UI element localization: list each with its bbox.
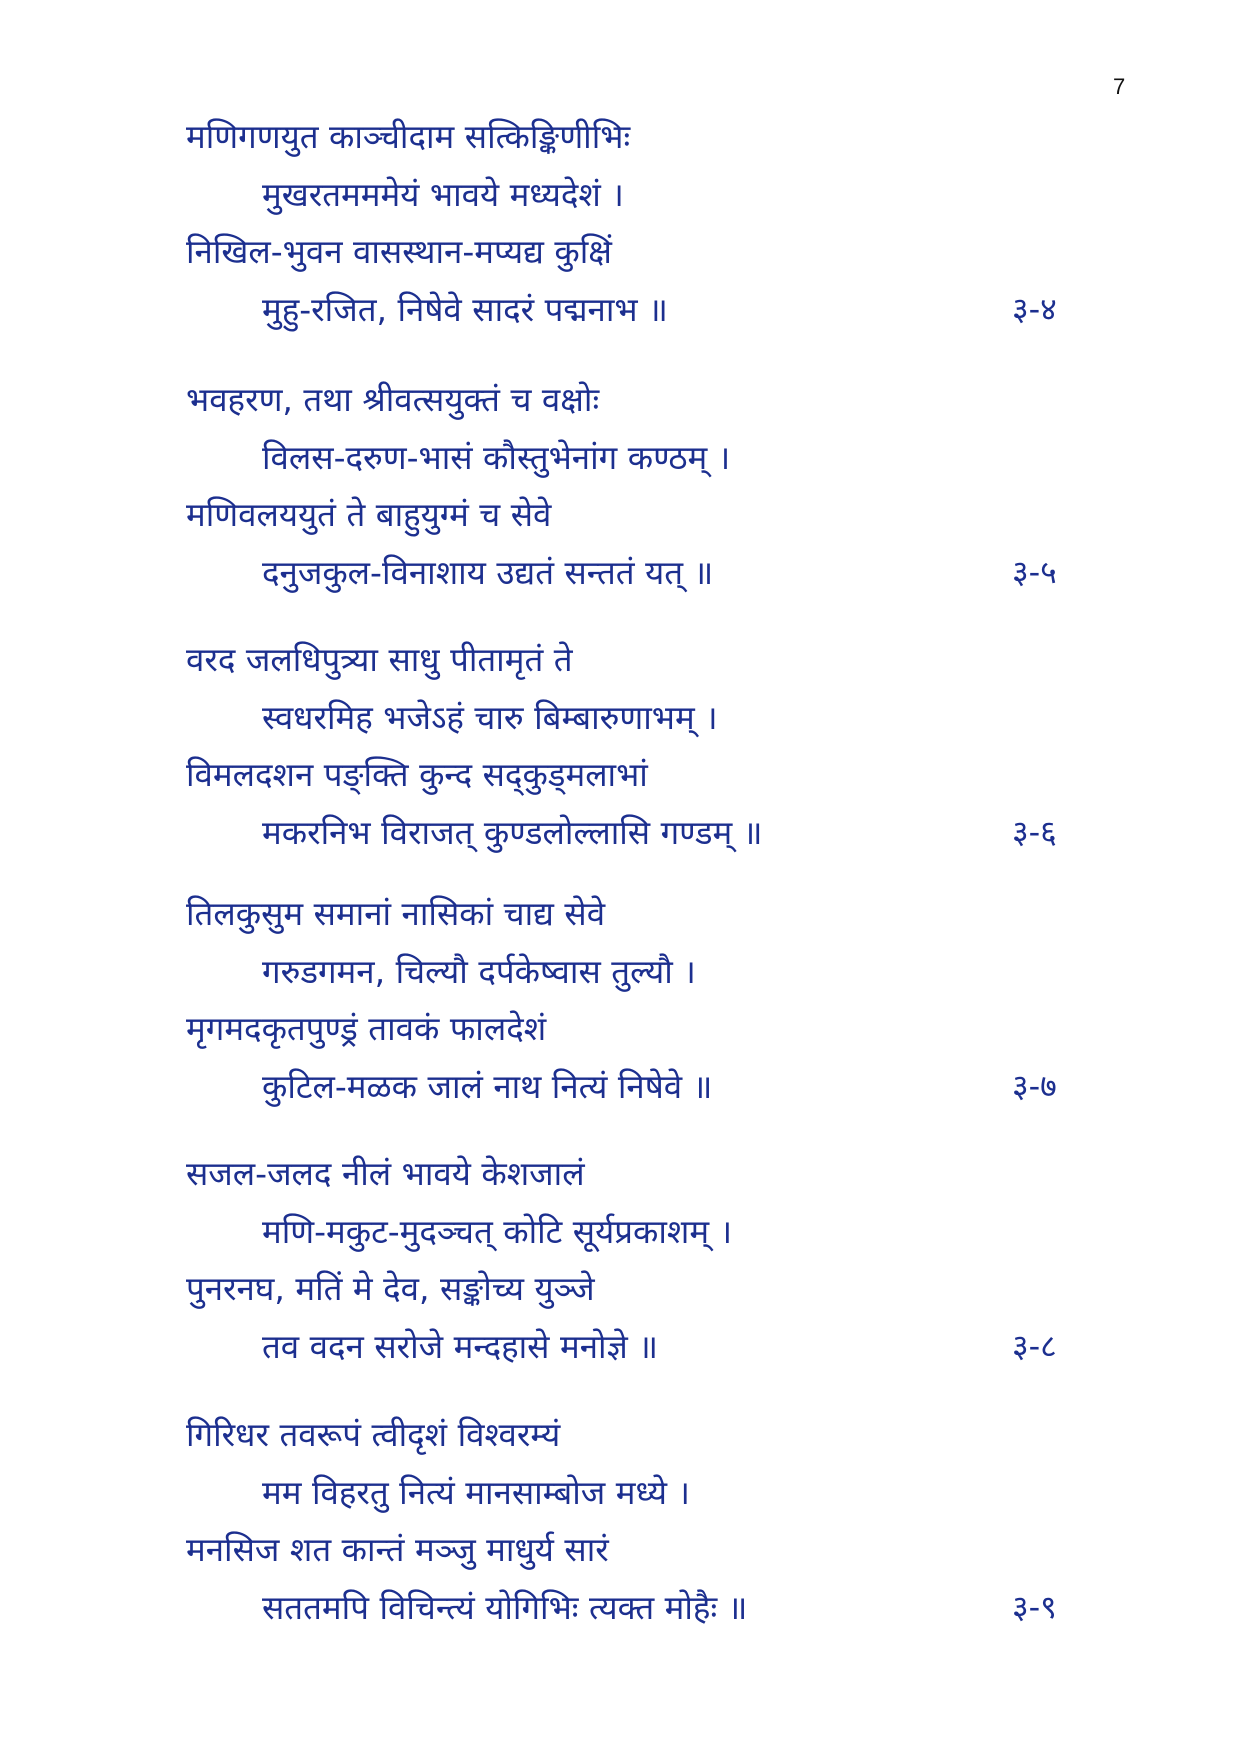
verse-line bbox=[186, 1058, 1086, 1116]
verse-line: मुखरतमममेयं भावये मध्यदेशं । bbox=[262, 174, 624, 214]
verse-number: ३-७ bbox=[1012, 1066, 1057, 1105]
verse-line: पुनरनघ, मतिं मे देव, सङ्कोच्य युञ्जे bbox=[186, 1269, 595, 1308]
verse-line: मणिगणयुत काञ्चीदाम सत्किङ्किणीभिः bbox=[186, 117, 631, 156]
verse-line: वरद जलधिपुत्र्या साधु पीतामृतं ते bbox=[186, 640, 573, 679]
verse-line bbox=[186, 804, 1086, 862]
page-number: 7 bbox=[1113, 74, 1126, 99]
verse-line: भवहरण, तथा श्रीवत्सयुक्तं च वक्षोः bbox=[186, 380, 600, 419]
verse-line-text: दनुजकुल-विनाशाय उद्यतं सन्ततं यत् ॥ bbox=[262, 552, 714, 592]
verse-line bbox=[186, 1318, 1086, 1376]
verse-line: विमलदशन पङ्क्ति कुन्द सद्कुड्मलाभां bbox=[186, 755, 648, 794]
verse-line bbox=[186, 281, 1086, 339]
verse-3-8 bbox=[186, 1145, 1086, 1375]
verse-line-text: मुहु-रजित, निषेवे सादरं पद्मनाभ ॥ bbox=[262, 289, 668, 329]
verse-line: गिरिधर तवरूपं त्वीदृशं विश्वरम्यं bbox=[186, 1415, 561, 1454]
verse-line-text: सततमपि विचिन्त्यं योगिभिः त्यक्त मोहैः ॥ bbox=[262, 1587, 748, 1627]
verse-3-6 bbox=[186, 631, 1086, 861]
verse-line: मणिवलययुतं ते बाहुयुग्मं च सेवे bbox=[186, 495, 552, 534]
verse-line: सजल-जलद नीलं भावये केशजालं bbox=[186, 1154, 585, 1193]
verse-line-text: मकरनिभ विराजत् कुण्डलोल्लासि गण्डम् ॥ bbox=[262, 812, 763, 852]
verse-line: मणि-मकुट-मुदञ्चत् कोटि सूर्यप्रकाशम् । bbox=[262, 1211, 733, 1251]
verse-number: ३-९ bbox=[1012, 1587, 1057, 1626]
verse-line bbox=[186, 1579, 1086, 1637]
verse-number: ३-८ bbox=[1012, 1326, 1057, 1365]
verse-number: ३-६ bbox=[1012, 812, 1057, 851]
verse-line: निखिल-भुवन वासस्थान-मप्यद्य कुक्षिं bbox=[186, 232, 612, 271]
verse-line: मनसिज शत कान्तं मञ्जु माधुर्य सारं bbox=[186, 1530, 609, 1569]
verse-3-4 bbox=[186, 108, 1086, 338]
verse-line: विलस-दरुण-भासं कौस्तुभेनांग कण्ठम् । bbox=[262, 437, 731, 477]
verse-number: ३-४ bbox=[1012, 289, 1057, 328]
verse-line-text: कुटिल-मळक जालं नाथ नित्यं निषेवे ॥ bbox=[262, 1066, 713, 1106]
verse-line: तिलकुसुम समानां नासिकां चाद्य सेवे bbox=[186, 894, 606, 933]
verse-3-5 bbox=[186, 371, 1086, 601]
verse-number: ३-५ bbox=[1012, 552, 1057, 591]
verse-line: मृगमदकृतपुण्ड्रं तावकं फालदेशं bbox=[186, 1009, 547, 1048]
verse-line: मम विहरतु नित्यं मानसाम्बोज मध्ये । bbox=[262, 1472, 691, 1512]
verse-3-7 bbox=[186, 885, 1086, 1115]
verse-line-text: तव वदन सरोजे मन्दहासे मनोज्ञे ॥ bbox=[262, 1326, 658, 1366]
verse-3-9 bbox=[186, 1406, 1086, 1636]
verse-line: स्वधरमिह भजेऽहं चारु बिम्बारुणाभम् । bbox=[262, 697, 718, 737]
verse-line: गरुडगमन, चिल्यौ दर्पकेष्वास तुल्यौ । bbox=[262, 951, 696, 991]
verse-line bbox=[186, 544, 1086, 602]
